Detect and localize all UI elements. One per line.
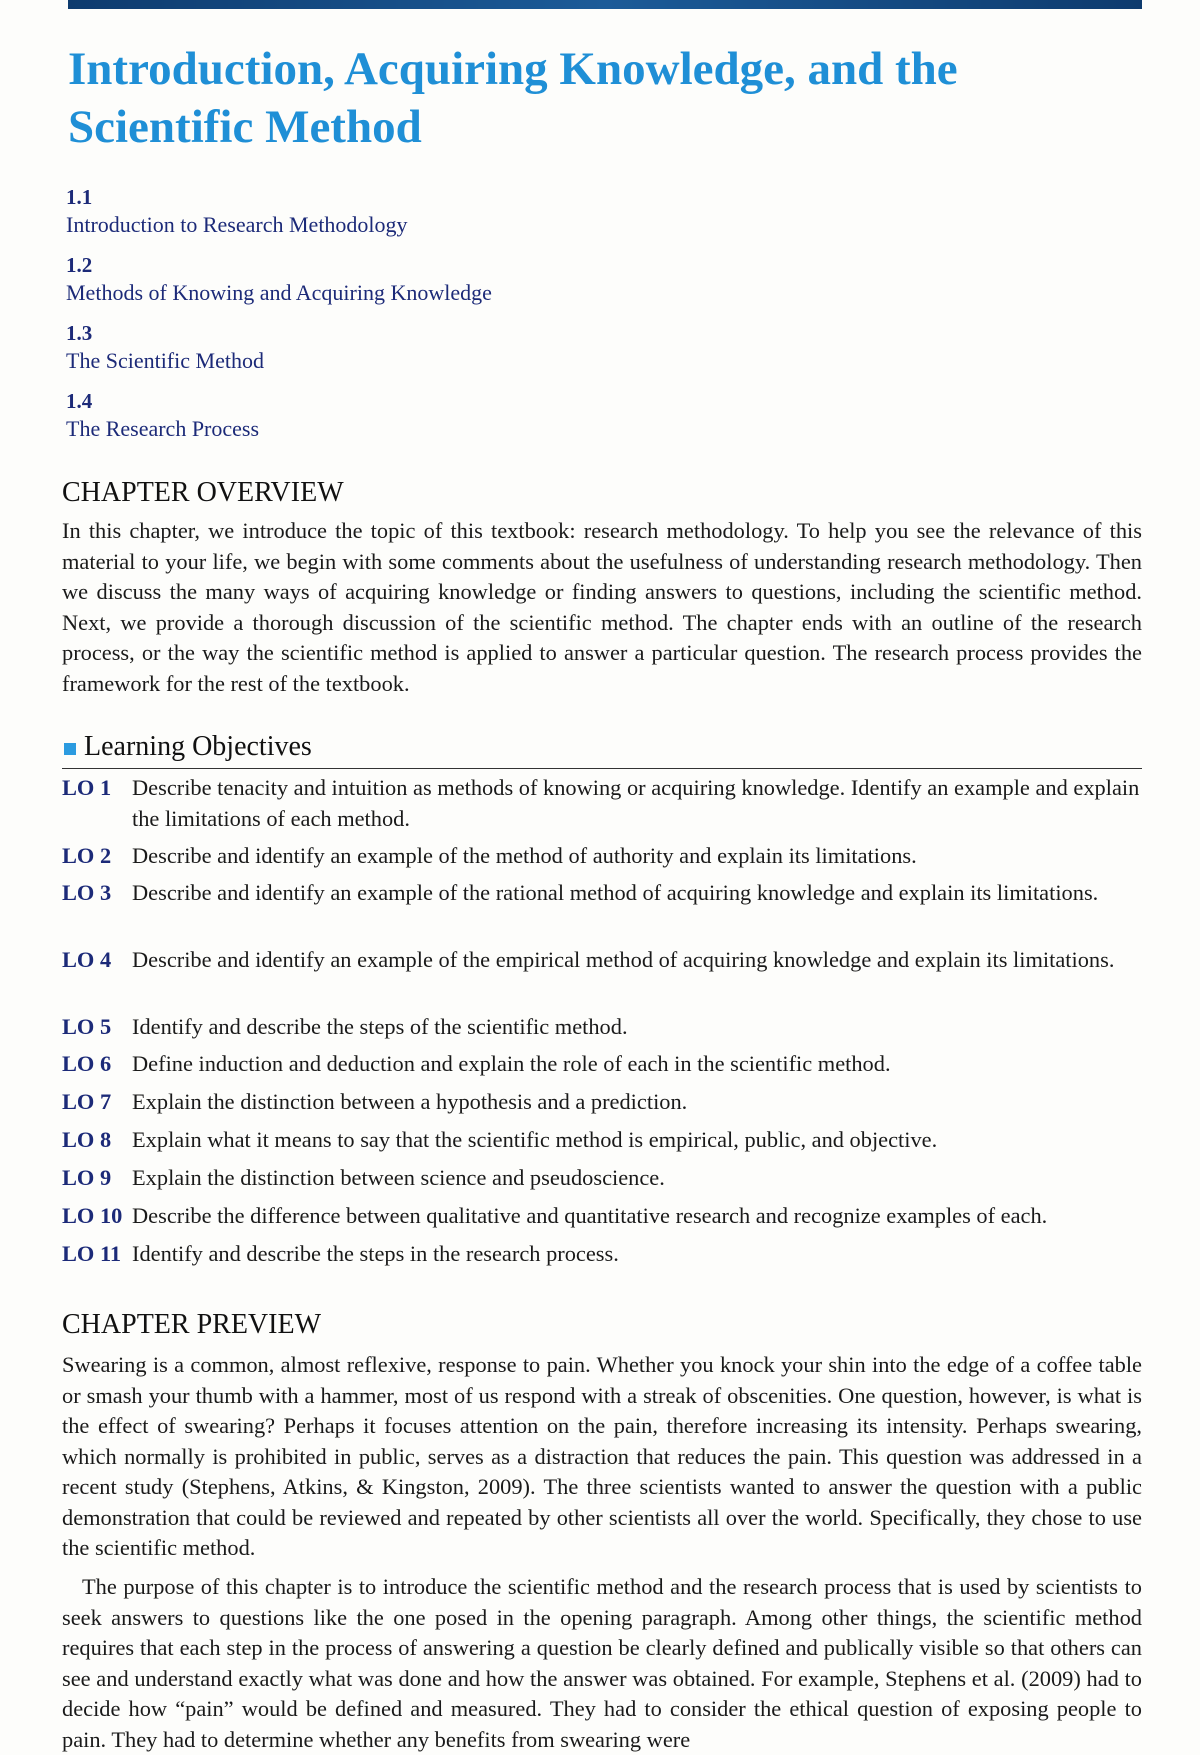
toc-number: 1.1 <box>66 185 93 209</box>
preview-paragraph: The purpose of this chapter is to introduce the scientific method and the research process that is used by scientists to seek answers to questions like the one posed in the opening paragraph. Among other things, the scientific method requires that each step in the process of answering a question be clearly defined and publically visible so that others can see and understand exactly what was done and how the answer was obtained. For example, Stephens et al. (2009) had to decide how “pain” would be defined and measured. They had to consider the ethical question of exposing people to pain. They had to determine whether any benefits from swearing were <box>62 1574 1142 1752</box>
toc-item <box>66 388 766 456</box>
learning-objective <box>62 1011 1142 1048</box>
chapter-title: Introduction, Acquiring Knowledge, and the Scientific Method <box>68 43 958 153</box>
preview-paragraph: Swearing is a common, almost reflexive, response to pain. Whether you knock your shin into the edge of a coffee table or smash your thumb with a hammer, most of us respond with a streak of obscenities. One question, however, is what is the effect of swearing? Perhaps it focuses attention on the pain, therefore increasing its intensity. Perhaps swearing, which normally is prohibited in public, serves as a distraction that reduces the pain. This question was addressed in a recent study (Stephens, Atkins, & Kingston, 2009). The three scientists wanted to answer the question with a public demonstration that could be reviewed and repeated by other scientists all over the world. Specifically, they chose to use the scientific method. <box>62 1352 1142 1560</box>
learning-objective <box>62 1124 1142 1162</box>
objective-text: Identify and describe the steps in the research process. <box>132 1241 619 1266</box>
objective-label: LO 7 <box>62 1089 112 1114</box>
objective-text: Describe tenacity and intuition as methods of knowing or acquiring knowledge. Identify an example and explain the limitations of each method. <box>132 775 1140 831</box>
objective-text: Explain the distinction between a hypothesis and a prediction. <box>132 1089 688 1114</box>
square-bullet-icon <box>64 743 76 755</box>
toc-number: 1.2 <box>66 253 93 277</box>
toc-item <box>66 252 766 320</box>
learning-objective <box>62 877 1142 944</box>
preview-heading: CHAPTER PREVIEW <box>62 1309 321 1340</box>
toc-title: The Research Process <box>66 416 260 441</box>
learning-objective <box>62 1162 1142 1200</box>
learning-objectives-header <box>62 730 1142 769</box>
learning-objective <box>62 1238 1142 1276</box>
toc-title: Introduction to Research Methodology <box>66 212 408 237</box>
objective-text: Identify and describe the steps of the scientific method. <box>132 1014 628 1039</box>
objective-label: LO 8 <box>62 1127 112 1152</box>
top-color-bar <box>68 0 1142 9</box>
learning-objective <box>62 1048 1142 1086</box>
objective-text: Describe and identify an example of the rational method of acquiring knowledge and explain its limitations. <box>132 880 1099 905</box>
objective-label: LO 9 <box>62 1165 112 1190</box>
objective-label: LO 5 <box>62 1014 112 1039</box>
objective-label: LO 3 <box>62 880 112 905</box>
learning-objective <box>62 1200 1142 1238</box>
chapter-contents <box>66 184 766 456</box>
toc-item <box>66 184 766 252</box>
objective-label: LO 6 <box>62 1051 112 1076</box>
toc-item <box>66 320 766 388</box>
objective-text: Describe and identify an example of the method of authority and explain its limitations. <box>132 843 917 868</box>
toc-number: 1.3 <box>66 321 93 345</box>
toc-title: Methods of Knowing and Acquiring Knowledge <box>66 280 492 305</box>
objective-label: LO 2 <box>62 843 112 868</box>
objective-label: LO 10 <box>62 1203 123 1228</box>
objective-text: Describe the difference between qualitative and quantitative research and recognize examples of each. <box>132 1203 1048 1228</box>
learning-objective <box>62 840 1142 877</box>
objective-label: LO 11 <box>62 1241 122 1266</box>
objective-text: Explain the distinction between science and pseudoscience. <box>132 1165 665 1190</box>
objective-label: LO 1 <box>62 775 112 800</box>
learning-objectives-list <box>62 772 1142 1276</box>
learning-objectives-heading: Learning Objectives <box>84 731 312 762</box>
objective-text: Explain what it means to say that the scientific method is empirical, public, and objective. <box>132 1127 938 1152</box>
learning-objective <box>62 772 1142 840</box>
learning-objective <box>62 944 1142 1011</box>
learning-objective <box>62 1086 1142 1124</box>
objective-label: LO 4 <box>62 947 112 972</box>
toc-number: 1.4 <box>66 389 93 413</box>
toc-title: The Scientific Method <box>66 348 264 373</box>
overview-heading: CHAPTER OVERVIEW <box>62 477 344 508</box>
objective-text: Describe and identify an example of the empirical method of acquiring knowledge and explain its limitations. <box>132 947 1115 972</box>
overview-text: In this chapter, we introduce the topic of this textbook: research methodology. To help you see the relevance of this material to your life, we begin with some comments about the usefulness of understanding research methodology. Then we discuss the many ways of acquiring knowledge or finding answers to questions, including the scientific method. Next, we provide a thorough discussion of the scientific method. The chapter ends with an outline of the research process, or the way the scientific method is applied to answer a particular question. The research process provides the framework for the rest of the textbook. <box>62 518 1142 696</box>
objective-text: Define induction and deduction and explain the role of each in the scientific method. <box>132 1051 891 1076</box>
